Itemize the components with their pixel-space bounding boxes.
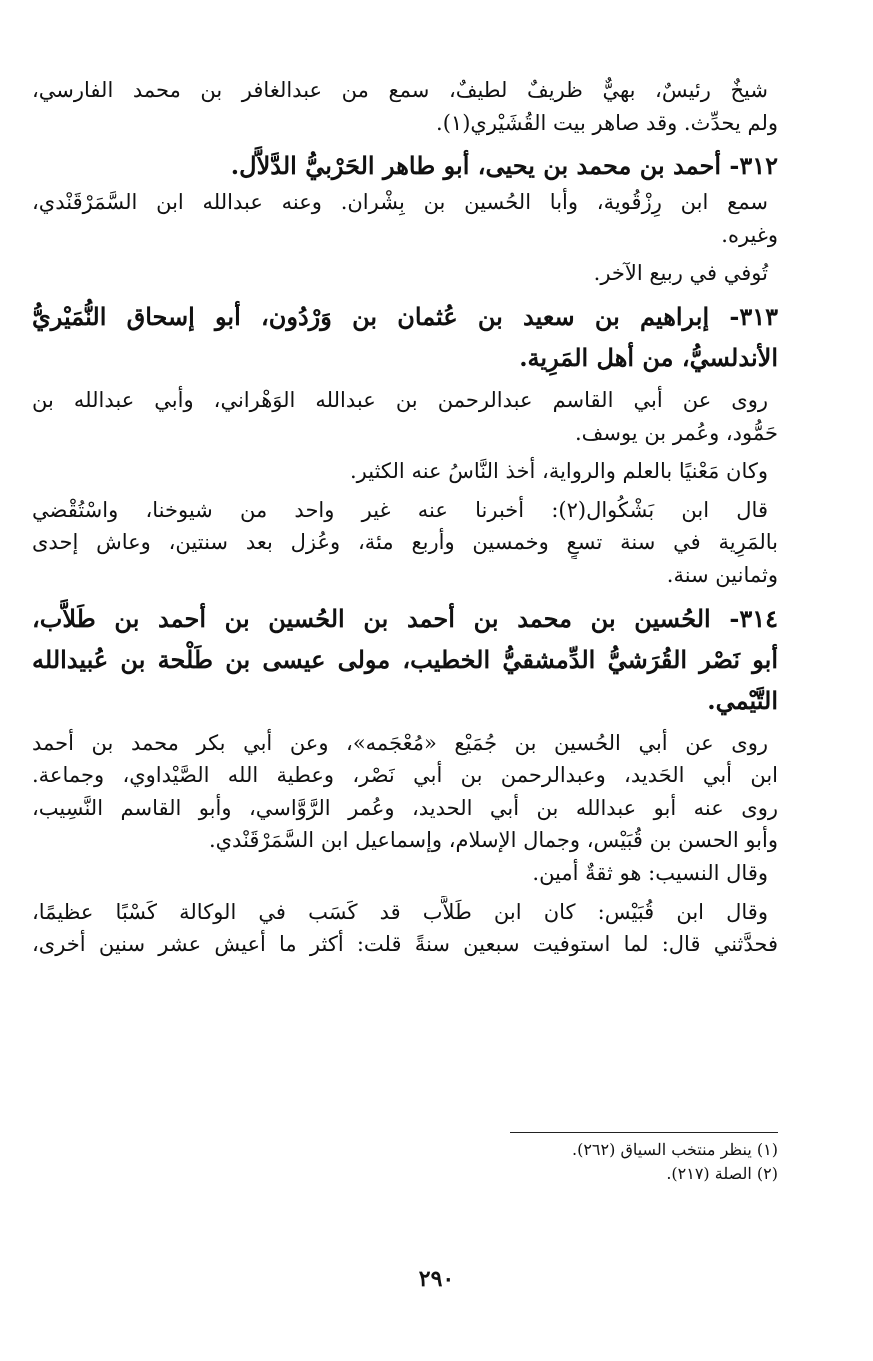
page-number: ٢٩٠ — [418, 1266, 455, 1292]
entry-heading-314: ٣١٤- الحُسين بن محمد بن أحمد بن الحُسين بن أحمد بن طَلاَّب، — [32, 603, 778, 633]
body-line: روى عن أبي القاسم عبدالرحمن بن عبدالله الوَهْراني، وأبي عبدالله بن — [32, 387, 768, 412]
body-line: حَمُّود، وعُمر بن يوسف. — [574, 420, 778, 445]
page-body — [32, 74, 778, 961]
body-line: وثمانين سنة. — [666, 562, 778, 587]
entry-heading-313-cont: الأندلسيُّ، من أهل المَرِية. — [519, 342, 778, 372]
body-line: ولم يحدِّث. وقد صاهر بيت القُشَيْري(١). — [436, 110, 778, 135]
body-line: قال ابن بَشْكُوال(٢): أخبرنا عنه غير واحد من شيوخنا، واسْتُقْضي — [32, 497, 768, 522]
body-line: وقال ابن قُبَيْس: كان ابن طَلاَّب قد كَسَب في الوكالة كَسْبًا عظيمًا، — [32, 899, 768, 924]
entry-heading-314-cont: التَّيْمي. — [707, 685, 778, 715]
body-line: وكان مَعْنيًا بالعلم والرواية، أخذ النَّاسُ عنه الكثير. — [350, 459, 768, 484]
footnotes — [32, 1138, 778, 1186]
entry-heading-312: ٣١٢- أحمد بن محمد بن يحيى، أبو طاهر الحَرْبيُّ الدَّلاَّل. — [230, 151, 778, 181]
body-line: وغيره. — [721, 222, 778, 247]
body-line: سمع ابن رِزْقُوية، وأبا الحُسين بن بِشْران. وعنه عبدالله ابن السَّمَرْقَنْدي، — [32, 190, 768, 215]
footnote-1: (١) ينظر منتخب السياق (٢٦٢). — [572, 1140, 778, 1159]
entry-heading-314-cont: أبو نَصْر القُرَشيُّ الدِّمشقيُّ الخطيب، مولى عيسى بن طَلْحة بن عُبيدالله — [32, 644, 778, 674]
footnote-divider — [510, 1132, 778, 1133]
body-line: روى عن أبي الحُسين بن جُمَيْع «مُعْجَمه»، وعن أبي بكر محمد بن أحمد — [32, 730, 768, 755]
body-line: بالمَرِية في سنة تسعٍ وخمسين وأربع مئة، وعُزل بعد سنتين، وعاش إحدى — [32, 530, 778, 555]
body-line: وأبو الحسن بن قُبَيْس، وجمال الإسلام، وإسماعيل ابن السَّمَرْقَنْدي. — [208, 828, 778, 853]
body-line: فحدَّثني قال: لما استوفيت سبعين سنةً قلت: أكثر ما أعيش عشر سنين أخرى، — [32, 932, 778, 957]
footnote-2: (٢) الصلة (٢١٧). — [666, 1164, 778, 1183]
body-line: تُوفي في ربيع الآخر. — [593, 261, 768, 286]
body-line: وقال النسيب: هو ثقةٌ أمين. — [532, 860, 768, 885]
body-line: ابن أبي الحَديد، وعبدالرحمن بن أبي نَصْر، وعطية الله الصَّيْداوي، وجماعة. — [32, 763, 778, 788]
entry-heading-313: ٣١٣- إبراهيم بن سعيد بن عُثمان بن وَرْدُون، أبو إسحاق النُّمَيْريُّ — [32, 301, 778, 331]
body-line: شيخٌ رئيسٌ، بهيٌّ ظريفٌ لطيفٌ، سمع من عبدالغافر بن محمد الفارسي، — [32, 78, 768, 102]
body-line: روى عنه أبو عبدالله بن أبي الحديد، وعُمر الرَّوَّاسي، وأبو القاسم النَّسِيب، — [32, 795, 778, 820]
